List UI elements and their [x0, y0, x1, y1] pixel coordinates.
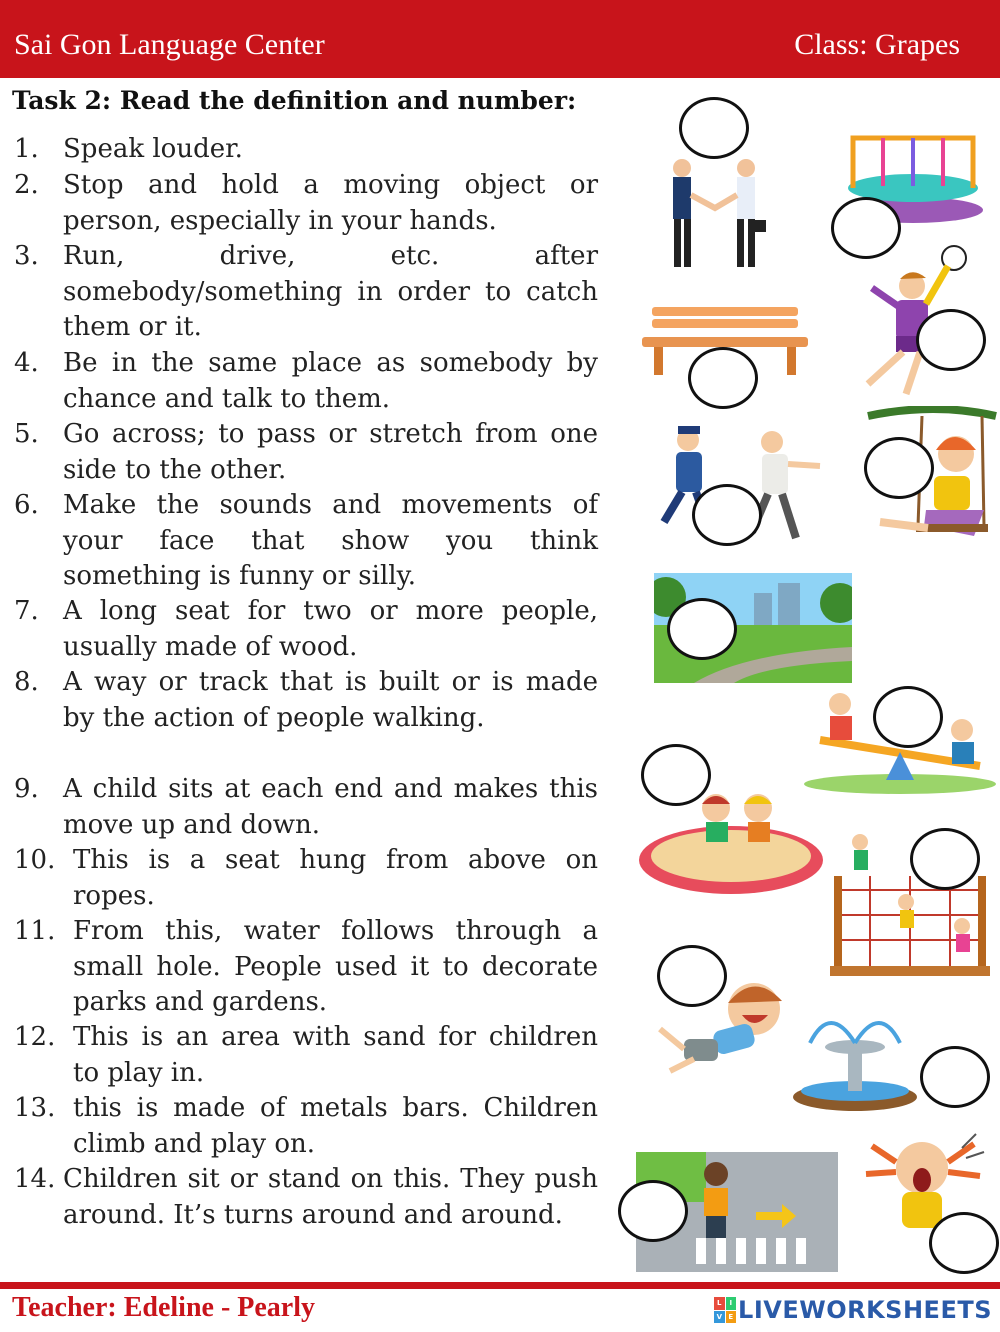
item-number: 14. — [14, 1164, 56, 1194]
answer-circle-swing[interactable] — [864, 437, 934, 499]
answer-circle-catch[interactable] — [916, 309, 986, 371]
item-number: 10. — [14, 845, 56, 875]
item-text: Make the sounds and movements of your face that show you think something is funny or silly. — [63, 490, 598, 591]
item-number: 3. — [14, 241, 39, 271]
answer-circle-meet[interactable] — [679, 97, 749, 159]
answer-circle-fountain[interactable] — [920, 1046, 990, 1108]
item-text: Speak louder. — [63, 134, 243, 164]
item-number: 12. — [14, 1022, 56, 1052]
center-name: Sai Gon Language Center — [14, 28, 325, 61]
item-number: 9. — [14, 774, 39, 804]
item-number: 2. — [14, 170, 39, 200]
item-text: This is an area with sand for children to play in. — [73, 1022, 598, 1088]
header-bar — [0, 0, 1000, 78]
item-text: this is made of metals bars. Children climb and play on. — [73, 1093, 598, 1159]
item-number: 1. — [14, 134, 39, 164]
footer-divider — [0, 1282, 1000, 1289]
item-text: A long seat for two or more people, usually made of wood. — [63, 596, 598, 662]
item-number: 5. — [14, 419, 39, 449]
item-text: Go across; to pass or stretch from one side to the other. — [63, 419, 598, 485]
item-text: From this, water follows through a small hole. People used it to decorate parks and gardens. — [73, 916, 598, 1017]
fountain-picture — [790, 1003, 920, 1113]
item-number: 7. — [14, 596, 39, 626]
liveworksheets-icon: L I V E — [714, 1297, 736, 1323]
class-label: Class: Grapes — [794, 28, 960, 61]
item-text: Stop and hold a moving object or person, especially in your hands. — [63, 170, 598, 236]
answer-circle-path[interactable] — [667, 598, 737, 660]
answer-circle-cross[interactable] — [618, 1180, 688, 1242]
item-number: 13. — [14, 1093, 56, 1123]
item-text: Be in the same place as somebody by chance and talk to them. — [63, 348, 598, 414]
item-number: 11. — [14, 916, 56, 946]
item-number: 8. — [14, 667, 39, 697]
answer-circle-shout[interactable] — [929, 1212, 999, 1274]
item-text: A child sits at each end and makes this move up and down. — [63, 774, 598, 840]
answer-circle-seesaw[interactable] — [873, 686, 943, 748]
answer-circle-chase[interactable] — [692, 484, 762, 546]
teacher-name: Teacher: Edeline - Pearly — [12, 1292, 316, 1323]
answer-circle-bench[interactable] — [688, 347, 758, 409]
item-text: This is a seat hung from above on ropes. — [73, 845, 598, 911]
item-text: A way or track that is built or is made by the action of people walking. — [63, 667, 598, 733]
item-number: 6. — [14, 490, 39, 520]
answer-circle-climbing-frame[interactable] — [910, 828, 980, 890]
task-title: Task 2: Read the definition and number: — [12, 86, 577, 115]
answer-circle-laugh[interactable] — [657, 945, 727, 1007]
handshake-picture — [660, 150, 770, 275]
answer-circle-roundabout[interactable] — [831, 197, 901, 259]
item-text: Run, drive, etc. after somebody/something in order to catch them or it. — [63, 241, 598, 342]
item-number: 4. — [14, 348, 39, 378]
item-text: Children sit or stand on this. They push around. It’s turns around and around. — [63, 1164, 598, 1230]
brand-name: LIVEWORKSHEETS — [738, 1296, 992, 1324]
answer-circle-sandpit[interactable] — [641, 744, 711, 806]
liveworksheets-logo — [714, 1296, 992, 1324]
